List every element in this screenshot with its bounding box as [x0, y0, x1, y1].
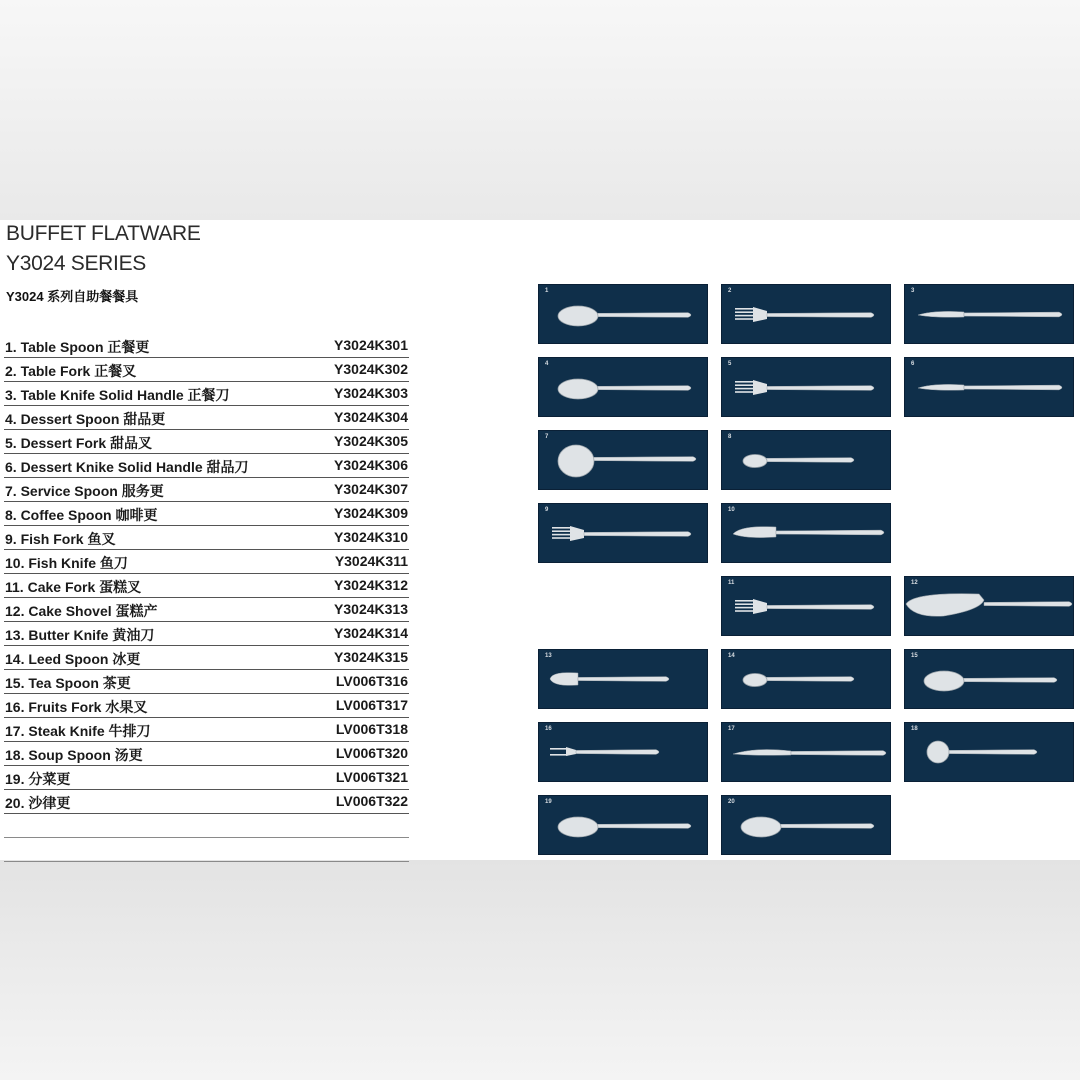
list-item	[4, 718, 409, 742]
butter-knife-icon	[538, 649, 708, 709]
tile-number: 11	[728, 580, 735, 586]
item-code: Y3024K310	[334, 529, 408, 545]
tile-number: 7	[545, 434, 549, 440]
page-title: BUFFET FLATWARE	[6, 222, 201, 245]
fork-icon	[721, 576, 891, 636]
knife-icon	[904, 357, 1074, 417]
series-title: Y3024 SERIES	[6, 252, 146, 275]
item-code: LV006T317	[335, 697, 408, 713]
list-item	[4, 358, 409, 382]
tile-number: 1	[545, 288, 549, 294]
list-item	[4, 502, 409, 526]
item-name: 1. Table Spoon 正餐更	[5, 339, 150, 355]
tile-number: 3	[911, 288, 915, 294]
item-name: 16. Fruits Fork 水果叉	[5, 699, 148, 715]
product-image-tile	[721, 357, 891, 417]
item-code: Y3024K314	[334, 625, 408, 641]
list-item	[4, 766, 409, 790]
list-item	[4, 646, 409, 670]
blank-rule-row	[4, 814, 409, 838]
product-image-tile	[721, 284, 891, 344]
list-item	[4, 382, 409, 406]
product-image-tile	[721, 576, 891, 636]
tile-number: 15	[911, 653, 918, 659]
small-spoon-icon	[721, 649, 891, 709]
chinese-subtitle: Y3024 系列自助餐餐具	[6, 289, 139, 304]
spoon-icon	[538, 284, 708, 344]
tile-number: 14	[728, 653, 735, 659]
item-code: LV006T322	[335, 793, 408, 809]
tile-number: 13	[545, 653, 552, 659]
product-image-tile	[904, 649, 1074, 709]
item-code: Y3024K311	[334, 553, 408, 569]
product-image-tile	[538, 357, 708, 417]
product-image-tile	[538, 284, 708, 344]
list-item	[4, 334, 409, 358]
item-name: 13. Butter Knife 黄油刀	[5, 627, 155, 643]
item-code: Y3024K305	[334, 433, 408, 449]
item-name: 15. Tea Spoon 茶更	[5, 675, 131, 691]
item-code: Y3024K313	[334, 601, 408, 617]
fish-knife-icon	[721, 503, 891, 563]
tile-number: 17	[728, 726, 735, 732]
spoon-icon	[721, 795, 891, 855]
list-item	[4, 430, 409, 454]
item-code: Y3024K315	[334, 649, 408, 665]
item-name: 8. Coffee Spoon 咖啡更	[5, 507, 158, 523]
item-code: Y3024K312	[334, 577, 408, 593]
item-name: 18. Soup Spoon 汤更	[5, 747, 143, 763]
tile-number: 8	[728, 434, 732, 440]
product-image-tile	[721, 503, 891, 563]
item-code: LV006T321	[335, 769, 408, 785]
product-image-tile	[904, 576, 1074, 636]
fork-icon	[538, 503, 708, 563]
item-code: Y3024K304	[334, 409, 408, 425]
item-name: 10. Fish Knife 鱼刀	[5, 555, 128, 571]
item-name: 3. Table Knife Solid Handle 正餐刀	[5, 387, 230, 403]
item-name: 5. Dessert Fork 甜品叉	[5, 435, 153, 451]
list-item	[4, 742, 409, 766]
soup-spoon-icon	[904, 722, 1074, 782]
product-image-tile	[904, 722, 1074, 782]
fork-icon	[721, 357, 891, 417]
product-image-tile	[538, 649, 708, 709]
item-code: LV006T316	[335, 673, 408, 689]
product-image-tile	[904, 284, 1074, 344]
cake-shovel-icon	[904, 576, 1074, 636]
spoon-icon	[538, 357, 708, 417]
knife-icon	[904, 284, 1074, 344]
item-name: 17. Steak Knife 牛排刀	[5, 723, 151, 739]
item-name: 14. Leed Spoon 冰更	[5, 651, 141, 667]
ladle-icon	[538, 430, 708, 490]
tile-number: 6	[911, 361, 915, 367]
item-code: Y3024K301	[334, 337, 408, 353]
product-image-tile	[721, 795, 891, 855]
item-name: 12. Cake Shovel 蛋糕产	[5, 603, 158, 619]
item-name: 11. Cake Fork 蛋糕叉	[5, 579, 142, 595]
product-image-tile	[721, 649, 891, 709]
list-item	[4, 550, 409, 574]
item-name: 2. Table Fork 正餐叉	[5, 363, 137, 379]
product-image-tile	[538, 722, 708, 782]
spoon-icon	[904, 649, 1074, 709]
steak-knife-icon	[721, 722, 891, 782]
tile-number: 2	[728, 288, 732, 294]
list-item	[4, 670, 409, 694]
small-spoon-icon	[721, 430, 891, 490]
item-code: LV006T320	[335, 745, 408, 761]
product-image-tile	[538, 430, 708, 490]
tile-number: 12	[911, 580, 918, 586]
list-item	[4, 406, 409, 430]
item-name: 19. 分菜更	[5, 771, 71, 787]
item-name: 9. Fish Fork 鱼叉	[5, 531, 116, 547]
list-item	[4, 598, 409, 622]
list-item	[4, 694, 409, 718]
item-code: Y3024K307	[334, 481, 408, 497]
item-name: 20. 沙律更	[5, 795, 71, 811]
list-item	[4, 790, 409, 814]
tile-number: 9	[545, 507, 549, 513]
list-item	[4, 526, 409, 550]
fork-icon	[721, 284, 891, 344]
product-image-tile	[904, 357, 1074, 417]
bottom-margin-band	[0, 860, 1080, 1080]
product-image-tile	[538, 795, 708, 855]
list-item	[4, 622, 409, 646]
list-item	[4, 478, 409, 502]
item-code: LV006T318	[335, 721, 408, 737]
tile-number: 20	[728, 799, 735, 805]
item-code: Y3024K306	[334, 457, 408, 473]
blank-rule-row	[4, 838, 409, 862]
tile-number: 19	[545, 799, 552, 805]
item-name: 6. Dessert Knike Solid Handle 甜品刀	[5, 459, 249, 475]
item-code: Y3024K302	[334, 361, 408, 377]
fruit-fork-icon	[538, 722, 708, 782]
tile-number: 4	[545, 361, 549, 367]
list-item	[4, 574, 409, 598]
spoon-icon	[538, 795, 708, 855]
top-margin-band	[0, 0, 1080, 220]
product-image-tile	[721, 430, 891, 490]
list-item	[4, 454, 409, 478]
tile-number: 10	[728, 507, 735, 513]
tile-number: 18	[911, 726, 918, 732]
item-code: Y3024K309	[334, 505, 408, 521]
item-name: 7. Service Spoon 服务更	[5, 483, 164, 499]
item-code: Y3024K303	[334, 385, 408, 401]
product-image-tile	[538, 503, 708, 563]
item-name: 4. Dessert Spoon 甜品更	[5, 411, 166, 427]
product-image-tile	[721, 722, 891, 782]
product-code-list	[4, 334, 409, 862]
tile-number: 5	[728, 361, 732, 367]
tile-number: 16	[545, 726, 552, 732]
